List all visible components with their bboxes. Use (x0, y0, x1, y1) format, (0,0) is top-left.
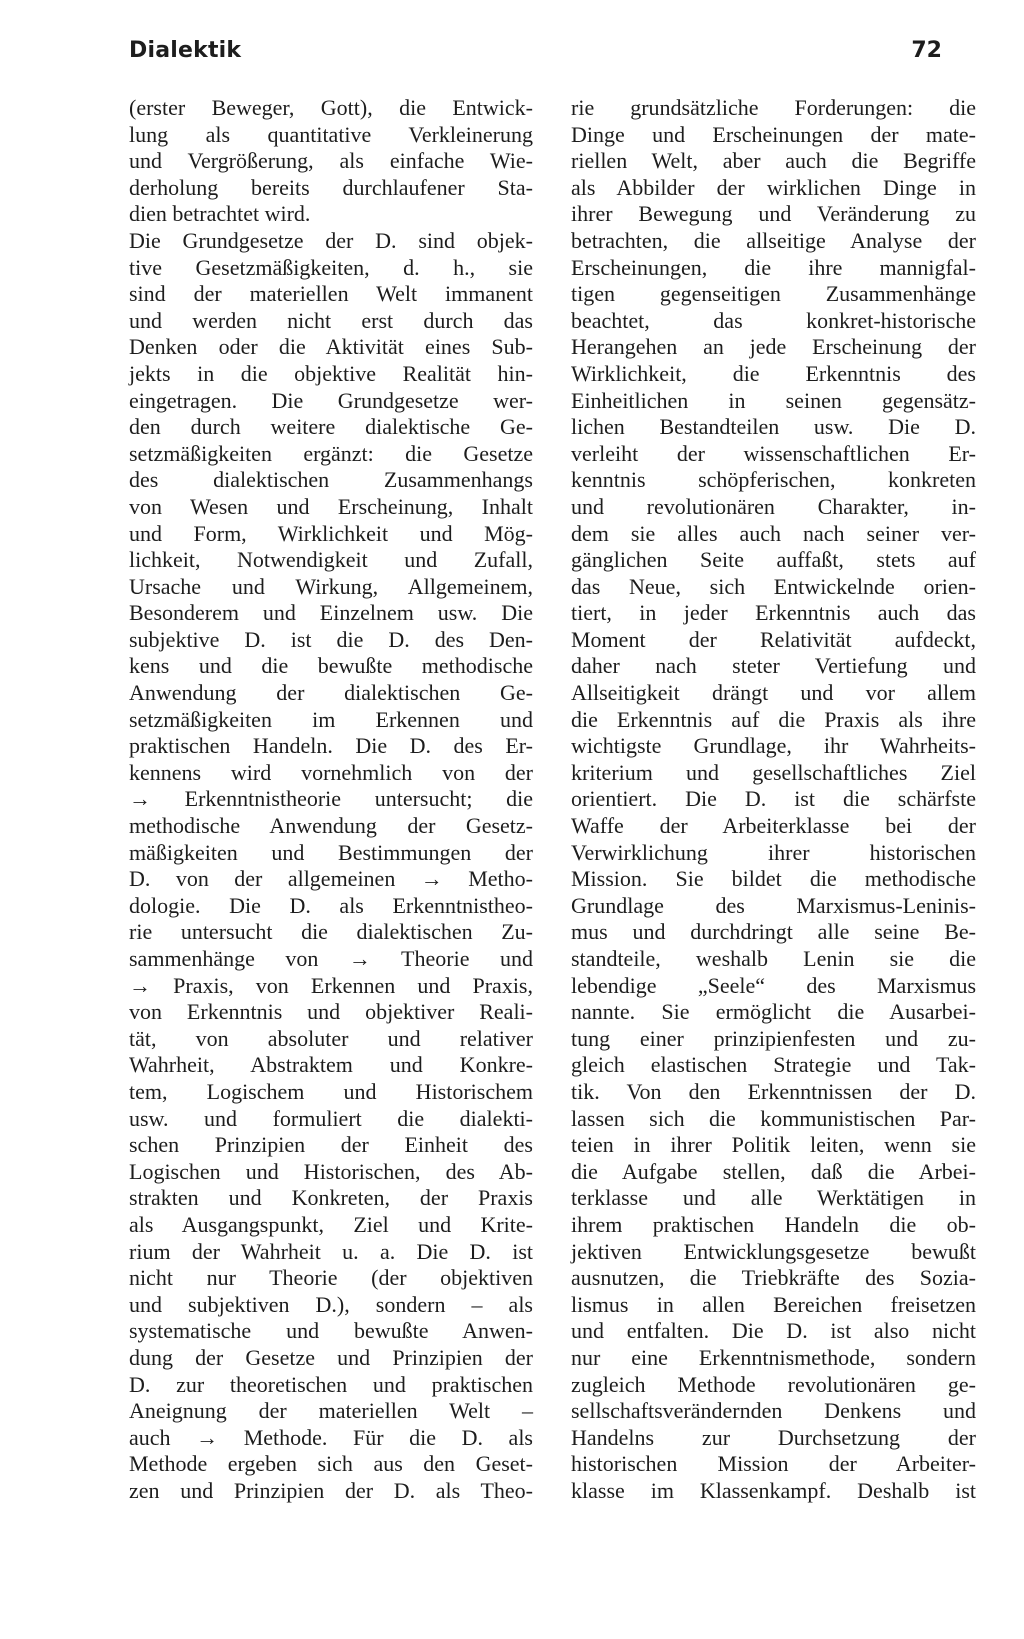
text-line: Logischen und Historischen, des Ab- (129, 1158, 533, 1184)
text-line: die Aufgabe stellen, daß die Arbei- (571, 1158, 976, 1184)
text-line: auch → Methode. Für die D. als (129, 1424, 533, 1450)
text-line: nannte. Sie ermöglicht die Ausarbei- (571, 999, 976, 1025)
page-number: 72 (911, 38, 942, 63)
text-line: nicht nur Theorie (der objektiven (129, 1265, 533, 1291)
text-line: kennens wird vornehmlich von der (129, 759, 533, 785)
text-line: tive Gesetzmäßigkeiten, d. h., sie (129, 254, 533, 280)
text-line: ausnutzen, die Triebkräfte des Sozia- (571, 1265, 976, 1291)
text-line: tik. Von den Erkenntnissen der D. (571, 1078, 976, 1104)
text-line: von Wesen und Erscheinung, Inhalt (129, 493, 533, 519)
text-line: tät, von absoluter und relativer (129, 1025, 533, 1051)
text-line: Denken oder die Aktivität eines Sub- (129, 334, 533, 360)
text-line: mäßigkeiten und Bestimmungen der (129, 839, 533, 865)
text-line: Allseitigkeit drängt und vor allem (571, 680, 976, 706)
text-line: setzmäßigkeiten ergänzt: die Gesetze (129, 440, 533, 466)
text-line: Wirklichkeit, die Erkenntnis des (571, 360, 976, 386)
text-line: von Erkenntnis und objektiver Reali- (129, 999, 533, 1025)
running-head-title: Dialektik (129, 38, 242, 63)
text-line: Herangehen an jede Erscheinung der (571, 334, 976, 360)
text-line: und werden nicht erst durch das (129, 307, 533, 333)
text-line: Wahrheit, Abstraktem und Konkre- (129, 1052, 533, 1078)
text-line: (erster Beweger, Gott), die Entwick- (129, 95, 533, 120)
text-line: lung als quantitative Verkleinerung (129, 121, 533, 147)
text-line: → Praxis, von Erkennen und Praxis, (129, 972, 533, 998)
text-line: Handelns zur Durchsetzung der (571, 1424, 976, 1450)
text-line: sellschaftsverändernden Denkens und (571, 1398, 976, 1424)
text-line: und Form, Wirklichkeit und Mög- (129, 520, 533, 546)
text-line: teien in ihrer Politik leiten, wenn sie (571, 1132, 976, 1158)
text-line: rie grundsätzliche Forderungen: die (571, 95, 976, 120)
text-line: Ursache und Wirkung, Allgemeinem, (129, 573, 533, 599)
text-line: praktischen Handeln. Die D. des Er- (129, 733, 533, 759)
text-line: → Erkenntnistheorie untersucht; die (129, 786, 533, 812)
text-column-right (571, 95, 976, 1504)
text-line: tiert, in jeder Erkenntnis auch das (571, 600, 976, 626)
text-line: rie untersucht die dialektischen Zu- (129, 919, 533, 945)
text-line: dem sie alles auch nach seiner ver- (571, 520, 976, 546)
text-line: kens und die bewußte methodische (129, 653, 533, 679)
text-line: Verwirklichung ihrer historischen (571, 839, 976, 865)
text-line: orientiert. Die D. ist die schärfste (571, 786, 976, 812)
text-line: das Neue, sich Entwickelnde orien- (571, 573, 976, 599)
text-line: Anwendung der dialektischen Ge- (129, 680, 533, 706)
text-line: und entfalten. Die D. ist also nicht (571, 1318, 976, 1344)
text-line: jekts in die objektive Realität hin- (129, 360, 533, 386)
text-line: und revolutionären Charakter, in- (571, 493, 976, 519)
text-line: D. zur theoretischen und praktischen (129, 1371, 533, 1397)
text-line: jektiven Entwicklungsgesetze bewußt (571, 1238, 976, 1264)
text-line: Mission. Sie bildet die methodische (571, 866, 976, 892)
text-line: die Erkenntnis auf die Praxis als ihre (571, 706, 976, 732)
text-line: lismus in allen Bereichen freisetzen (571, 1291, 976, 1317)
text-line: terklasse und alle Werktätigen in (571, 1185, 976, 1211)
text-line: Erscheinungen, die ihre mannigfal- (571, 254, 976, 280)
text-line: mus und durchdringt alle seine Be- (571, 919, 976, 945)
text-line: dien betrachtet wird. (129, 201, 311, 227)
text-line: gleich elastischen Strategie und Tak- (571, 1052, 976, 1078)
text-line: methodische Anwendung der Gesetz- (129, 813, 533, 839)
text-line: D. von der allgemeinen → Metho- (129, 866, 533, 892)
text-line: Aneignung der materiellen Welt – (129, 1398, 533, 1424)
text-line: sind der materiellen Welt immanent (129, 281, 533, 307)
text-line: Die Grundgesetze der D. sind objek- (129, 227, 533, 253)
text-line: setzmäßigkeiten im Erkennen und (129, 706, 533, 732)
text-line: lichkeit, Notwendigkeit und Zufall, (129, 547, 533, 573)
text-line: systematische und bewußte Anwen- (129, 1318, 533, 1344)
text-line: tigen gegenseitigen Zusammenhänge (571, 281, 976, 307)
text-line: Einheitlichen in seinen gegensätz- (571, 387, 976, 413)
text-line: betrachten, die allseitige Analyse der (571, 227, 976, 253)
text-line: verleiht der wissenschaftlichen Er- (571, 440, 976, 466)
text-line: kriterium und gesellschaftliches Ziel (571, 759, 976, 785)
text-line: dung der Gesetze und Prinzipien der (129, 1344, 533, 1370)
text-line: Besonderem und Einzelnem usw. Die (129, 600, 533, 626)
text-line: standteile, weshalb Lenin sie die (571, 946, 976, 971)
text-line: den durch weitere dialektische Ge- (129, 414, 533, 440)
text-line: ihrer Bewegung und Veränderung zu (571, 201, 976, 227)
text-line: nur eine Erkenntnismethode, sondern (571, 1344, 976, 1370)
text-line: lichen Bestandteilen usw. Die D. (571, 414, 976, 440)
text-line: des dialektischen Zusammenhangs (129, 467, 533, 493)
text-line: tem, Logischem und Historischem (129, 1078, 533, 1104)
text-line: Dinge und Erscheinungen der mate- (571, 121, 976, 147)
text-line: Moment der Relativität aufdeckt, (571, 626, 976, 652)
text-line: zugleich Methode revolutionären ge- (571, 1371, 976, 1397)
text-line: als Ausgangspunkt, Ziel und Krite- (129, 1211, 533, 1237)
text-line: und subjektiven D.), sondern – als (129, 1291, 533, 1317)
text-line: Waffe der Arbeiterklasse bei der (571, 813, 976, 839)
text-line: Methode ergeben sich aus den Geset- (129, 1451, 533, 1477)
text-line: schen Prinzipien der Einheit des (129, 1132, 533, 1158)
text-line: gänglichen Seite auffaßt, stets auf (571, 547, 976, 573)
text-line: wichtigste Grundlage, ihr Wahrheits- (571, 733, 976, 759)
text-line: und Vergrößerung, als einfache Wie- (129, 148, 533, 174)
text-line: subjektive D. ist die D. des Den- (129, 626, 533, 652)
text-line: ihrem praktischen Handeln die ob- (571, 1211, 976, 1237)
text-line: eingetragen. Die Grundgesetze wer- (129, 387, 533, 413)
text-line: beachtet, das konkret-historische (571, 307, 976, 333)
text-line: derholung bereits durchlaufener Sta- (129, 174, 533, 200)
text-line: usw. und formuliert die dialekti- (129, 1105, 533, 1131)
text-line: zen und Prinzipien der D. als Theo- (129, 1477, 533, 1503)
text-line: als Abbilder der wirklichen Dinge in (571, 174, 976, 200)
text-line: kenntnis schöpferischen, konkreten (571, 467, 976, 493)
text-line: strakten und Konkreten, der Praxis (129, 1185, 533, 1211)
text-line: daher nach steter Vertiefung und (571, 653, 976, 679)
text-line: sammenhänge von → Theorie und (129, 946, 533, 971)
text-line: rium der Wahrheit u. a. Die D. ist (129, 1238, 533, 1264)
text-line: historischen Mission der Arbeiter- (571, 1451, 976, 1477)
text-line: lassen sich die kommunistischen Par- (571, 1105, 976, 1131)
text-line: Grundlage des Marxismus-Leninis- (571, 892, 976, 918)
text-line: tung einer prinzipienfesten und zu- (571, 1025, 976, 1051)
text-line: lebendige „Seele“ des Marxismus (571, 972, 976, 998)
text-line: riellen Welt, aber auch die Begriffe (571, 148, 976, 174)
page-header (129, 38, 942, 74)
text-line: dologie. Die D. als Erkenntnistheo- (129, 892, 533, 918)
text-column-left (129, 95, 533, 1504)
text-line: klasse im Klassenkampf. Deshalb ist (571, 1477, 976, 1503)
